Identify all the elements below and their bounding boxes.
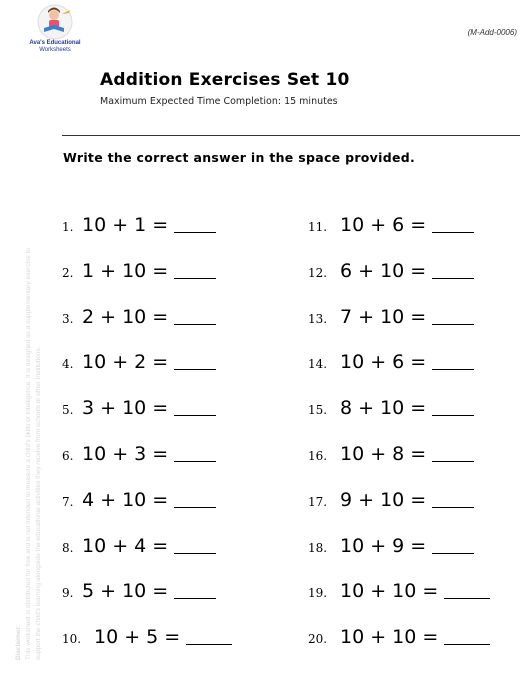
problem-2 [62,260,216,282]
answer-blank[interactable] [432,445,474,462]
problem-11 [308,214,474,236]
problem-7 [62,489,216,511]
problem-expression: 10 + 2 = [82,351,169,374]
instructions: Write the correct answer in the space provided. [63,150,416,165]
answer-blank[interactable] [174,262,216,279]
problem-4 [62,351,216,373]
problem-expression: 10 + 8 = [340,443,427,465]
problem-number: 18. [308,540,328,555]
problem-number: 11. [308,220,328,234]
problem-expression: 3 + 10 = [82,397,169,420]
problem-20 [308,626,490,648]
answer-blank[interactable] [432,308,474,325]
problem-12 [308,260,474,282]
answer-blank[interactable] [174,308,216,325]
problem-8 [62,535,216,557]
problem-6 [62,443,216,465]
problem-expression: 10 + 3 = [82,443,169,465]
answer-blank[interactable] [174,399,216,416]
problem-number: 7. [62,494,74,509]
answer-blank[interactable] [174,582,216,599]
answer-blank[interactable] [174,537,216,554]
answer-blank[interactable] [432,353,474,370]
child-reading-icon [32,4,78,40]
problem-expression: 10 + 9 = [340,534,427,557]
problem-expression: 10 + 5 = [94,626,181,649]
answer-blank[interactable] [174,491,216,508]
problem-15 [308,397,474,419]
logo-name: Ava's Educational [29,40,81,46]
disclaimer-line-1: This worksheet is distributed for free and is not intended to measure a child's skills or intelligence. It is designed as a supplementary exercise to [25,247,32,660]
problem-number: 3. [62,311,74,326]
problem-number: 17. [308,494,328,509]
problem-number: 2. [62,265,74,280]
answer-blank[interactable] [432,216,474,233]
problem-number: 16. [308,449,328,463]
logo [22,4,88,60]
problem-expression: 10 + 6 = [340,351,427,374]
answer-blank[interactable] [432,399,474,416]
problem-expression: 6 + 10 = [340,259,427,282]
problem-17 [308,489,474,511]
problem-9 [62,580,216,602]
answer-blank[interactable] [174,445,216,462]
answer-blank[interactable] [444,628,490,645]
problem-1 [62,214,216,236]
problem-14 [308,351,474,373]
problem-expression: 10 + 10 = [340,580,439,603]
problem-19 [308,580,490,602]
problem-18 [308,535,474,557]
problem-3 [62,306,216,328]
problem-number: 1. [62,220,74,234]
problem-expression: 10 + 6 = [340,214,427,236]
problem-expression: 7 + 10 = [340,305,427,328]
header-divider [62,135,520,136]
answer-blank[interactable] [186,628,232,645]
problem-number: 8. [62,540,74,555]
problem-expression: 10 + 4 = [82,534,169,557]
problem-number: 15. [308,403,328,418]
problem-expression: 2 + 10 = [82,305,169,328]
answer-blank[interactable] [432,262,474,279]
problem-number: 5. [62,403,74,418]
page-subtitle: Maximum Expected Time Completion: 15 minutes [100,96,338,107]
problem-expression: 5 + 10 = [82,580,169,603]
problem-expression: 9 + 10 = [340,488,427,511]
problem-expression: 10 + 10 = [340,626,439,649]
problem-expression: 1 + 10 = [82,259,169,282]
problem-expression: 4 + 10 = [82,488,169,511]
page-title: Addition Exercises Set 10 [100,70,350,90]
answer-blank[interactable] [432,491,474,508]
problem-expression: 8 + 10 = [340,397,427,420]
answer-blank[interactable] [432,537,474,554]
problem-number: 13. [308,311,328,326]
answer-blank[interactable] [444,582,490,599]
disclaimer-line-2: support the child's learning alongside the educational activities they receive from schools or other institutions. [35,346,42,660]
problem-5 [62,397,216,419]
disclaimer-heading: Disclaimer: [15,624,22,660]
worksheet-code: (M-Add-0006) [467,28,517,37]
problem-number: 12. [308,265,328,280]
problem-number: 6. [62,449,74,463]
problem-number: 9. [62,586,74,601]
disclaimer-sidebar [0,160,52,660]
problem-number: 4. [62,357,74,372]
logo-subname: Worksheets [39,47,71,53]
disclaimer-text [14,248,44,660]
problem-number: 19. [308,586,328,601]
problem-number: 14. [308,357,328,372]
answer-blank[interactable] [174,353,216,370]
problem-expression: 10 + 1 = [82,214,169,236]
problem-number: 20. [308,632,328,647]
answer-blank[interactable] [174,216,216,233]
problem-13 [308,306,474,328]
problem-number: 10. [62,632,82,647]
problem-16 [308,443,474,465]
problem-10 [62,626,232,648]
